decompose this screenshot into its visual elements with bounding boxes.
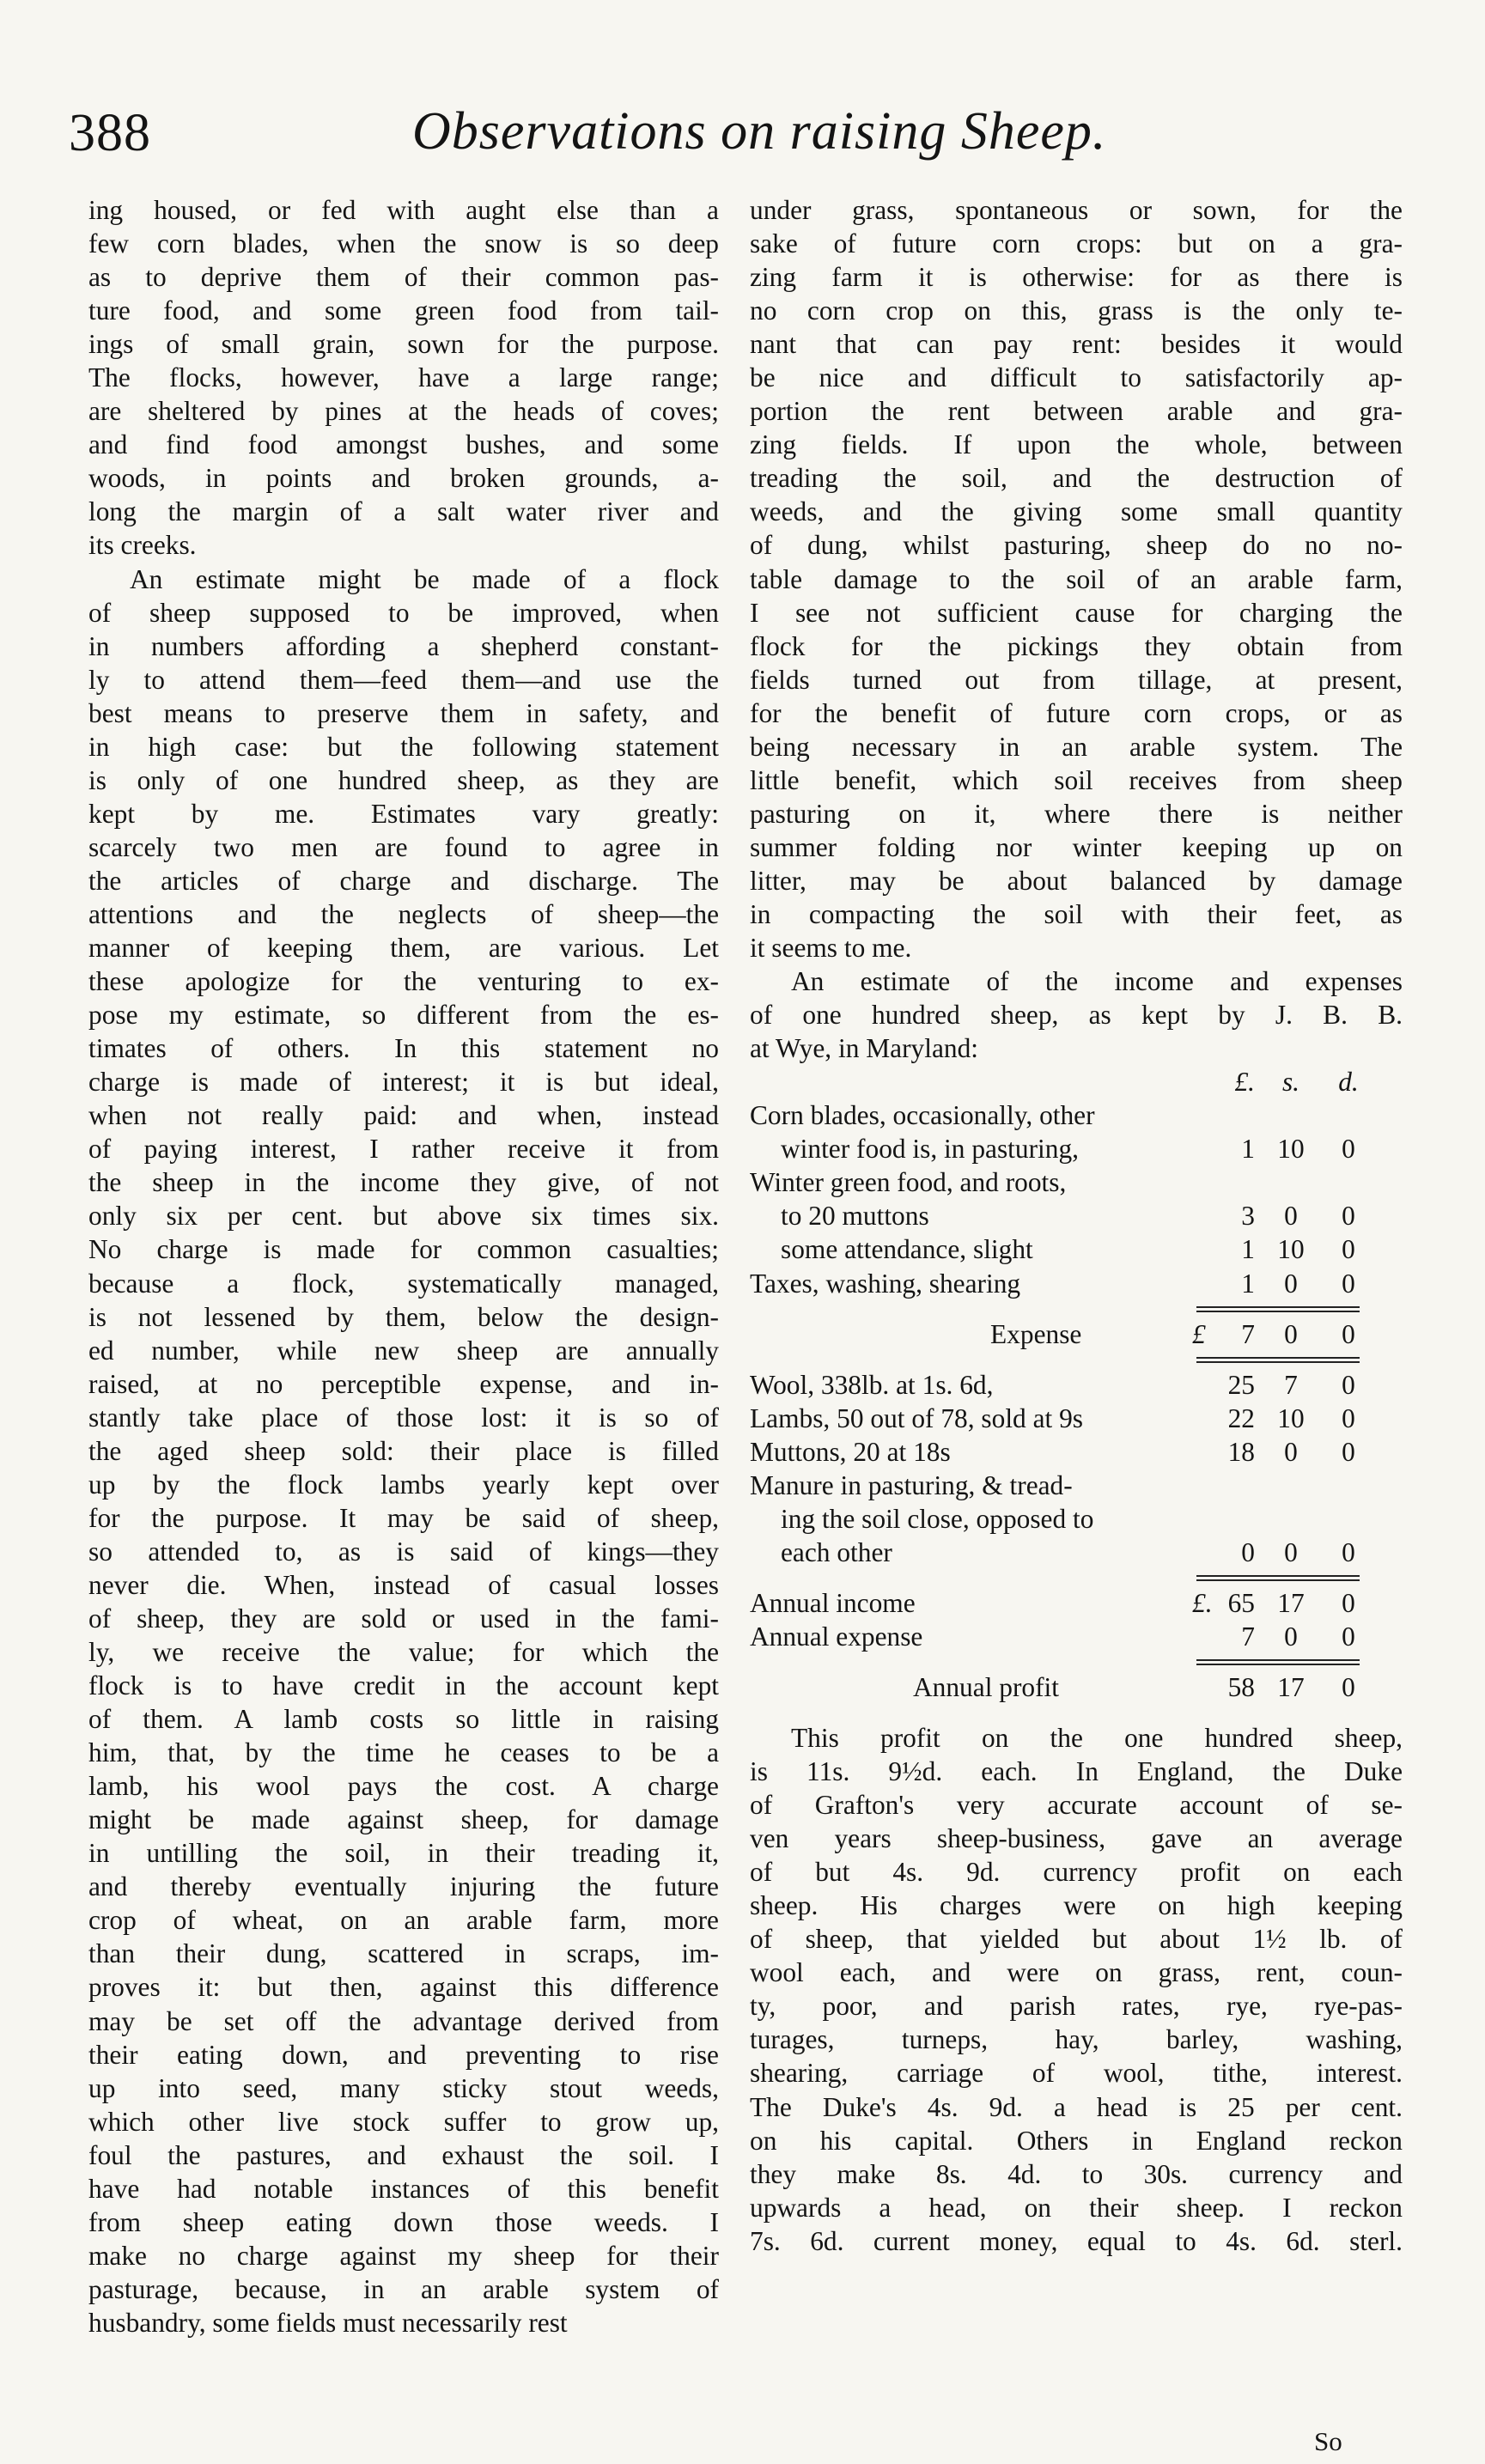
estimate-pence: 0: [1342, 1402, 1355, 1433]
running-head: [69, 94, 1426, 180]
text-line: I see not sufficient cause for charging the: [750, 597, 1403, 628]
estimate-pence: 0: [1342, 1134, 1355, 1165]
text-line: the articles of charge and discharge. The: [88, 865, 719, 896]
text-line: charge is made of interest; it is but ideal,: [88, 1067, 719, 1098]
estimate-pence: 0: [1342, 1369, 1355, 1400]
text-line: be nice and difficult to satisfactorily ap-: [750, 362, 1403, 393]
estimate-row: [750, 1199, 1403, 1232]
page-number: 388: [69, 104, 151, 162]
profit-shillings: 17: [1277, 1671, 1305, 1702]
summary-items: [750, 1586, 1403, 1653]
estimate-pence: 0: [1342, 1587, 1355, 1618]
text-line: ture food, and some green food from tail-: [88, 295, 719, 326]
estimate-pounds: 22: [1227, 1402, 1255, 1433]
estimate-header-row: [750, 1065, 1403, 1098]
expense-total-label: Expense: [990, 1318, 1082, 1349]
text-line: litter, may be about balanced by damage: [750, 865, 1403, 896]
double-rule: [750, 1300, 1403, 1317]
text-line: An estimate of the income and expenses: [791, 966, 1403, 997]
text-line: summer folding nor winter keeping up on: [750, 831, 1403, 862]
estimate-item-label: to 20 muttons: [781, 1201, 929, 1232]
text-line: raised, at no perceptible expense, and in-: [88, 1368, 719, 1399]
text-line: wool each, and were on grass, rent, coun-: [750, 1957, 1403, 1988]
text-line: may be set off the advantage derived from: [88, 2005, 719, 2036]
text-line: few corn blades, when the snow is so deep: [88, 228, 719, 259]
text-line: of but 4s. 9d. currency profit on each: [750, 1857, 1403, 1888]
estimate-item-label: each other: [781, 1536, 892, 1567]
text-line: they make 8s. 4d. to 30s. currency and: [750, 2158, 1403, 2189]
text-line: woods, in points and broken grounds, a-: [88, 463, 719, 494]
text-line: up by the flock lambs yearly kept over: [88, 1469, 719, 1500]
estimate-pounds: 1: [1241, 1268, 1255, 1299]
text-line: lamb, his wool pays the cost. A charge: [88, 1771, 719, 1802]
estimate-item-label: ing the soil close, opposed to: [781, 1503, 1094, 1534]
right-column-text-bottom: [750, 1721, 1403, 2258]
text-line: crop of wheat, on an arable farm, more: [88, 1905, 719, 1936]
text-line: little benefit, which soil receives from sheep: [750, 764, 1403, 795]
text-line: turages, turneps, hay, barley, washing,: [750, 2024, 1403, 2055]
text-line: is only of one hundred sheep, as they are: [88, 764, 719, 795]
estimate-shillings: 0: [1284, 1268, 1298, 1299]
estimate-row: [750, 1232, 1403, 1266]
text-line: in untilling the soil, in their treading it,: [88, 1838, 719, 1869]
pence-header: d.: [1338, 1067, 1359, 1098]
estimate-item-label: Winter green food, and roots,: [750, 1167, 1067, 1198]
shillings-header: s.: [1281, 1067, 1300, 1098]
text-line: ed number, while new sheep are annually: [88, 1335, 719, 1366]
estimate-currency: £.: [1192, 1587, 1213, 1618]
estimate-pounds: 3: [1241, 1201, 1255, 1232]
estimate-row: [750, 1098, 1403, 1132]
estimate-row: [750, 1402, 1403, 1435]
text-line: ly, we receive the value; for which the: [88, 1637, 719, 1668]
estimate-shillings: 0: [1284, 1536, 1298, 1567]
text-line: from sheep eating down those weeds. I: [88, 2206, 719, 2237]
estimate-item-label: Annual income: [750, 1587, 916, 1618]
estimate-item-label: Lambs, 50 out of 78, sold at 9s: [750, 1402, 1083, 1433]
text-line: of them. A lamb costs so little in raising: [88, 1704, 719, 1735]
estimate-item-label: winter food is, in pasturing,: [781, 1134, 1079, 1165]
text-line: so attended to, as is said of kings—they: [88, 1536, 719, 1567]
text-line: long the margin of a salt water river and: [88, 496, 719, 527]
estimate-shillings: 10: [1277, 1234, 1305, 1265]
text-line: foul the pastures, and exhaust the soil. I: [88, 2139, 719, 2170]
expense-total-pounds: 7: [1241, 1318, 1255, 1349]
text-line: him, that, by the time he ceases to be a: [88, 1737, 719, 1768]
text-line: kept by me. Estimates vary greatly:: [88, 798, 719, 829]
double-rule: [750, 1351, 1403, 1368]
text-line: The flocks, however, have a large range;: [88, 362, 719, 393]
estimate-table: [750, 1065, 1403, 1721]
text-line: of dung, whilst pasturing, sheep do no no-: [750, 530, 1403, 561]
text-line: husbandry, some fields must necessarily rest: [88, 2307, 568, 2338]
text-line: pose my estimate, so different from the es-: [88, 1000, 719, 1031]
text-line: when not really paid: and when, instead: [88, 1100, 719, 1131]
profit-row: [750, 1670, 1403, 1704]
expense-items: [750, 1098, 1403, 1299]
text-line: sheep. His charges were on high keeping: [750, 1890, 1403, 1921]
expense-total-shillings: 0: [1284, 1318, 1298, 1349]
estimate-pence: 0: [1342, 1436, 1355, 1467]
expense-total-pence: 0: [1342, 1318, 1355, 1349]
text-line: treading the soil, and the destruction of: [750, 463, 1403, 494]
text-line: of paying interest, I rather receive it from: [88, 1134, 719, 1165]
text-line: because a flock, systematically managed,: [88, 1268, 719, 1299]
estimate-shillings: 7: [1284, 1369, 1298, 1400]
text-line: This profit on the one hundred sheep,: [791, 1723, 1403, 1754]
text-line: as to deprive them of their common pas-: [88, 262, 719, 293]
text-line: is 11s. 9½d. each. In England, the Duke: [750, 1756, 1403, 1787]
text-line: which other live stock suffer to grow up,: [88, 2106, 719, 2137]
text-line: zing fields. If upon the whole, between: [750, 429, 1403, 460]
text-line: sake of future corn crops: but on a gra-: [750, 228, 1403, 259]
text-line: timates of others. In this statement no: [88, 1033, 719, 1064]
text-line: than their dung, scattered in scraps, im-: [88, 1938, 719, 1969]
estimate-row: [750, 1502, 1403, 1536]
estimate-pence: 0: [1342, 1268, 1355, 1299]
estimate-row: [750, 1435, 1403, 1469]
catchword: So: [1314, 2426, 1342, 2456]
text-line: flock for the pickings they obtain from: [750, 630, 1403, 661]
text-line: weeds, and the giving some small quantity: [750, 496, 1403, 527]
income-items: [750, 1368, 1403, 1569]
estimate-pounds: 65: [1227, 1587, 1255, 1618]
text-line: ven years sheep-business, gave an average: [750, 1823, 1403, 1854]
estimate-item-label: Annual expense: [750, 1621, 923, 1652]
estimate-row: [750, 1132, 1403, 1165]
text-line: at Wye, in Maryland:: [750, 1033, 979, 1064]
estimate-item-label: Manure in pasturing, & tread-: [750, 1469, 1073, 1500]
estimate-item-label: Wool, 338lb. at 1s. 6d,: [750, 1369, 994, 1400]
text-line: its creeks.: [88, 530, 197, 561]
text-line: up into seed, many sticky stout weeds,: [88, 2072, 719, 2103]
estimate-pence: 0: [1342, 1621, 1355, 1652]
text-line: the sheep in the income they give, of not: [88, 1167, 719, 1198]
text-line: only six per cent. but above six times six.: [88, 1201, 719, 1232]
text-line: and thereby eventually injuring the future: [88, 1871, 719, 1902]
estimate-row: [750, 1620, 1403, 1653]
estimate-pence: 0: [1342, 1234, 1355, 1265]
estimate-pounds: 1: [1241, 1134, 1255, 1165]
estimate-shillings: 0: [1284, 1201, 1298, 1232]
estimate-pounds: 18: [1227, 1436, 1255, 1467]
estimate-row: [750, 1267, 1403, 1300]
text-line: nant that can pay rent: besides it would: [750, 329, 1403, 360]
text-line: upwards a head, on their sheep. I reckon: [750, 2192, 1403, 2223]
estimate-pence: 0: [1342, 1201, 1355, 1232]
estimate-row: [750, 1586, 1403, 1620]
pounds-header: £.: [1234, 1067, 1255, 1098]
text-line: are sheltered by pines at the heads of coves;: [88, 396, 719, 427]
left-column: [88, 193, 719, 2339]
profit-label: Annual profit: [913, 1671, 1059, 1702]
text-line: best means to preserve them in safety, and: [88, 697, 719, 728]
text-line: of one hundred sheep, as kept by J. B. B.: [750, 1000, 1403, 1031]
text-line: manner of keeping them, are various. Let: [88, 933, 719, 964]
text-line: make no charge against my sheep for their: [88, 2240, 719, 2271]
text-line: under grass, spontaneous or sown, for the: [750, 195, 1403, 225]
profit-pence: 0: [1342, 1671, 1355, 1702]
text-line: for the purpose. It may be said of sheep,: [88, 1502, 719, 1533]
text-line: proves it: but then, against this difference: [88, 1972, 719, 2003]
text-line: of sheep supposed to be improved, when: [88, 597, 719, 628]
estimate-row: [750, 1368, 1403, 1402]
profit-pounds: 58: [1227, 1671, 1255, 1702]
text-line: zing farm it is otherwise: for as there is: [750, 262, 1403, 293]
estimate-row: [750, 1165, 1403, 1199]
text-line: 7s. 6d. current money, equal to 4s. 6d. sterl.: [750, 2225, 1403, 2256]
estimate-shillings: 0: [1284, 1436, 1298, 1467]
text-line: in high case: but the following statement: [88, 731, 719, 762]
estimate-item-label: Taxes, washing, shearing: [750, 1268, 1021, 1299]
estimate-shillings: 17: [1277, 1587, 1305, 1618]
estimate-shillings: 0: [1284, 1621, 1298, 1652]
text-line: ing housed, or fed with aught else than a: [88, 195, 719, 225]
text-line: scarcely two men are found to agree in: [88, 831, 719, 862]
expense-total-currency: £: [1192, 1318, 1206, 1349]
text-line: in numbers affording a shepherd constant-: [88, 630, 719, 661]
text-line: of sheep, that yielded but about 1½ lb. of: [750, 1924, 1403, 1955]
expense-total-row: [750, 1317, 1403, 1351]
estimate-row: [750, 1536, 1403, 1569]
right-column: [750, 193, 1403, 2258]
text-line: table damage to the soil of an arable farm,: [750, 563, 1403, 594]
estimate-pence: 0: [1342, 1536, 1355, 1567]
text-line: An estimate might be made of a flock: [130, 563, 719, 594]
text-line: The Duke's 4s. 9d. a head is 25 per cent.: [750, 2091, 1403, 2122]
page-title: Observations on raising Sheep.: [412, 102, 1107, 161]
text-line: pasturing on it, where there is neither: [750, 798, 1403, 829]
text-line: on his capital. Others in England reckon: [750, 2125, 1403, 2156]
estimate-pounds: 7: [1241, 1621, 1255, 1652]
estimate-pounds: 25: [1227, 1369, 1255, 1400]
text-line: No charge is made for common casualties;: [88, 1234, 719, 1265]
text-line: ly to attend them—feed them—and use the: [88, 664, 719, 695]
right-column-text-top: [750, 193, 1403, 1065]
text-line: these apologize for the venturing to ex-: [88, 966, 719, 997]
text-line: for the benefit of future corn crops, or as: [750, 697, 1403, 728]
double-rule: [750, 1569, 1403, 1586]
estimate-pounds: 0: [1241, 1536, 1255, 1567]
text-line: never die. When, instead of casual losses: [88, 1569, 719, 1600]
text-line: the aged sheep sold: their place is filled: [88, 1435, 719, 1466]
text-line: of sheep, they are sold or used in the fami-: [88, 1603, 719, 1634]
text-line: and find food amongst bushes, and some: [88, 429, 719, 460]
text-line: being necessary in an arable system. The: [750, 731, 1403, 762]
estimate-shillings: 10: [1277, 1134, 1305, 1165]
text-line: ings of small grain, sown for the purpose.: [88, 329, 719, 360]
estimate-item-label: Muttons, 20 at 18s: [750, 1436, 951, 1467]
text-line: in compacting the soil with their feet, as: [750, 898, 1403, 929]
text-line: their eating down, and preventing to rise: [88, 2039, 719, 2070]
text-line: it seems to me.: [750, 933, 912, 964]
text-line: of Grafton's very accurate account of se-: [750, 1790, 1403, 1821]
text-line: portion the rent between arable and gra-: [750, 396, 1403, 427]
estimate-item-label: some attendance, slight: [781, 1234, 1033, 1265]
text-line: pasturage, because, in an arable system of: [88, 2273, 719, 2304]
text-line: might be made against sheep, for damage: [88, 1804, 719, 1835]
text-line: have had notable instances of this benefit: [88, 2173, 719, 2204]
estimate-pounds: 1: [1241, 1234, 1255, 1265]
text-line: fields turned out from tillage, at present,: [750, 664, 1403, 695]
text-line: is not lessened by them, below the design-: [88, 1301, 719, 1332]
text-line: ty, poor, and parish rates, rye, rye-pas-: [750, 1991, 1403, 2022]
estimate-row: [750, 1469, 1403, 1502]
text-line: stantly take place of those lost: it is so of: [88, 1402, 719, 1433]
estimate-shillings: 10: [1277, 1402, 1305, 1433]
text-line: attentions and the neglects of sheep—the: [88, 898, 719, 929]
estimate-item-label: Corn blades, occasionally, other: [750, 1100, 1095, 1131]
text-line: shearing, carriage of wool, tithe, interest.: [750, 2058, 1403, 2089]
text-line: no corn crop on this, grass is the only te-: [750, 295, 1403, 326]
double-rule: [750, 1653, 1403, 1670]
text-line: flock is to have credit in the account kept: [88, 1670, 719, 1701]
